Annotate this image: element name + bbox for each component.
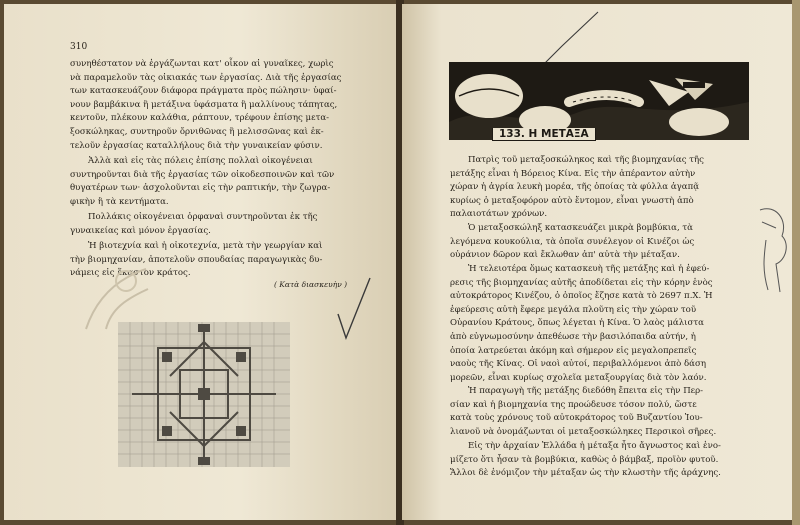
text-line: Ἀλλὰ καὶ εἰς τὰς πόλεις ἐπίσης πολλαὶ οἰκογένειαι <box>88 156 313 166</box>
chapter-title: 133. Η ΜΕΤΑΞΑ <box>492 128 596 141</box>
right-paragraph-2 <box>450 222 758 263</box>
text-line: Οὐρανίου Κράτους, ὅπως λέγεται ἡ Κίνα. Ὁ λαὸς μάλιστα <box>450 318 704 329</box>
text-line: συντηροῦνται διὰ τῆς ἐργασίας τῶν οἰκοδεσποινῶν καὶ τῶν <box>70 169 335 180</box>
pencil-doodle <box>746 200 792 300</box>
text-line: Ὁ μεταξοσκώληξ κατασκευάζει μικρὰ βομβύκια, τὰ <box>468 223 693 233</box>
text-line: κατὰ τοὺς χρόνους τοῦ αὐτοκράτορος τοῦ Βυζαντίου Ἰου- <box>450 413 703 424</box>
text-line: μετάξης εἶναι ἡ Βόρειος Κίνα. Εἰς τὴν ἀπέραντον αὐτὴν <box>450 168 696 179</box>
text-line: συνηθέστατον νὰ ἐργάζωνται κατ' οἶκον αἱ γυναῖκες, χωρὶς <box>70 59 334 69</box>
text-line: χώραν ἡ ἀγρία λευκὴ μορέα, τῆς ὁποίας τὰ φύλλα ἀγαπᾷ <box>450 182 700 193</box>
text-line: Ἄλλοι δὲ ἐνόμιζον τὴν μέταξαν ὡς τὴν κλωστὴν τῆς ἀράχνης. <box>450 468 721 479</box>
text-line: ξοσκώληκας, συντηροῦν ὄρνιθῶνας ἢ μελισσῶνας καὶ ἐκ- <box>70 126 324 137</box>
pencil-mark <box>540 10 600 70</box>
text-line: ρεσις τῆς βιομηχανίας αὐτῆς ἀποδίδεται εἰς τὴν κόρην ἑνὸς <box>450 277 713 288</box>
text-line: αὐτοκράτορος Κινέζου, ὁ ὁποῖος ἔζησε κατὰ τὸ 2697 π.Χ. Ἡ <box>450 291 713 302</box>
text-line: Πολλάκις οἰκογένειαι ὀρφαναὶ συντηροῦνται ἐκ τῆς <box>88 212 318 222</box>
text-line: μίζετο ὅτι ἦσαν τὰ βομβύκια, καθὼς ὁ βάμβαξ, προϊὸν φυτοῦ. <box>450 454 719 465</box>
pencil-check-mark <box>334 274 374 344</box>
text-line: λεγόμενα κουκούλια, τὰ ὁποῖα συνέλεγον οἱ Κινέζοι ὡς <box>450 236 695 247</box>
text-line: ὁποία λατρεύεται ἀκόμη καὶ σήμερον εἰς μεγαλοπρεπεῖς <box>450 345 697 356</box>
left-paragraph-2 <box>70 155 366 209</box>
text-line: των κατασκευάζουν διάφορα πράγματα πρὸς πώλησιν· ὑφαί- <box>70 86 337 97</box>
text-line: τελοῦν ἐργασίας καταλλήλους διὰ τὴν γυναικείαν φύσιν. <box>70 140 323 151</box>
cross-stitch-pattern <box>118 322 290 467</box>
page-number: 310 <box>70 42 88 52</box>
page-edge <box>792 0 800 525</box>
left-paragraph-1 <box>70 58 366 153</box>
text-line: οὐράνιον δῶρον καὶ ἔκλωθαν ἀπ' αὐτὰ τὴν μέταξαν. <box>450 250 680 261</box>
text-line: Ἡ τελειοτέρα ὅμως κατασκευὴ τῆς μετάξης καὶ ἡ ἐφεύ- <box>468 264 710 274</box>
source-note: ( Κατὰ διασκευὴν ) <box>274 280 348 289</box>
text-line: μορεῶν, εἶναι κυρίως σχολεῖα μεταξουργίας διὰ τὸν λαόν. <box>450 372 707 383</box>
right-paragraph-4 <box>450 385 758 439</box>
left-page <box>4 4 398 520</box>
text-line: φικὴν ἢ τὰ κεντήματα. <box>70 196 169 207</box>
text-line: ἀπὸ εὐγνωμοσύνην ἀπεθέωσε τὴν βασιλόπαιδα αὐτήν, ἡ <box>450 331 696 342</box>
right-paragraph-5 <box>450 440 758 481</box>
text-line: Ἡ βιοτεχνία καὶ ἡ οἰκοτεχνία, μετὰ τὴν γεωργίαν καὶ <box>88 241 323 251</box>
left-paragraph-3 <box>70 211 366 238</box>
text-line: νάμεις εἰς ἕκαστον κράτος. <box>70 268 191 279</box>
text-line: παλαιοτάτων χρόνων. <box>450 209 548 220</box>
right-paragraph-3 <box>450 263 758 385</box>
text-line: κυρίως ὁ μεταξοφόρον αὐτὸ ἔντομον, εἶναι γνωστὴ ἀπὸ <box>450 195 694 206</box>
text-line: θυγατέρων των· ἀσχολοῦνται εἰς τὴν ραπτικήν, τὴν ζωγρα- <box>70 183 331 194</box>
text-line: νουν βαμβάκινα ἢ μετάξινα ὑφάσματα ἢ μαλλίνους τάπητας, <box>70 99 338 110</box>
right-paragraph-1 <box>450 154 758 222</box>
text-line: ἐφεύρεσις αὐτὴ ἔφερε μεγάλα πλοῦτη εἰς τὴν χώραν τοῦ <box>450 304 697 315</box>
text-line: Εἰς τὴν ἀρχαίαν Ἑλλάδα ἡ μέταξα ἦτο ἄγνωστος καὶ ἐνο- <box>468 441 721 451</box>
right-page <box>402 4 794 520</box>
text-line: ναοὺς τῆς Κίνας. Οἱ ναοὶ αὐτοί, περιβαλλόμενοι ἀπὸ δάση <box>450 359 706 370</box>
text-line: Πατρὶς τοῦ μεταξοσκώληκος καὶ τῆς βιομηχανίας τῆς <box>468 155 704 165</box>
text-line: τὴν βιομηχανίαν, ἀποτελοῦν σπουδαίας παραγωγικὰς δυ- <box>70 254 323 265</box>
text-line: λιανοῦ νὰ ὀνομάζωνται οἱ μεταξοσκώληκες Περσικοὶ σῆρες. <box>450 426 717 437</box>
text-line: νὰ παραμελοῦν τὰς οἰκιακάς των ἐργασίας. Διὰ τῆς ἐργασίας <box>70 72 342 83</box>
text-line: σίαν καὶ ἡ βιομηχανία της προώδευσε τόσον πολύ, ὥστε <box>450 399 697 410</box>
text-line: κεντοῦν, πλέκουν καλάθια, ράπτουν, τρέφουν ἐπίσης μετα- <box>70 113 330 124</box>
text-line: γυναικείας καὶ μόνον ἐργασίας. <box>70 225 211 236</box>
text-line: Ἡ παραγωγὴ τῆς μετάξης διεδόθη ἔπειτα εἰς τὴν Περ- <box>468 386 704 396</box>
